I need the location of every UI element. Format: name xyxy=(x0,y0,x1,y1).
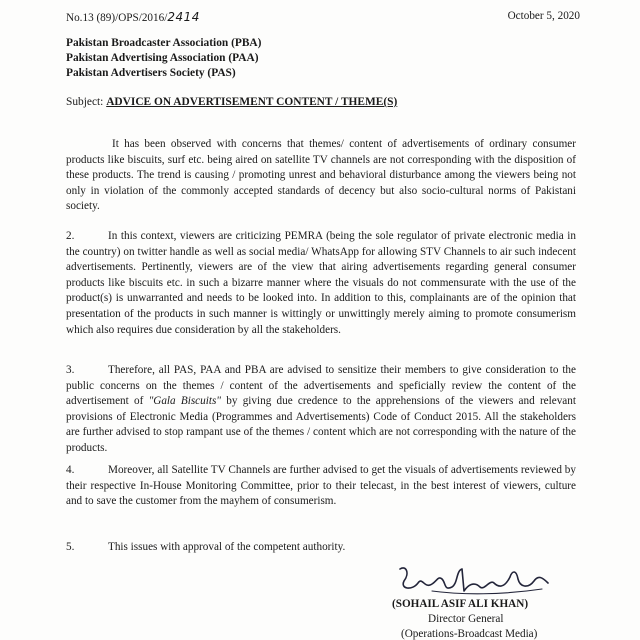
paragraph-2-number: 2. xyxy=(66,230,75,242)
reference-prefix: No.13 (89)/OPS/2016/ xyxy=(66,12,168,24)
paragraph-2-text: In this context, viewers are criticizing PEMRA (being the sole regulator of private electronic media in the country) on twitter handle as well as social media/ WhatsApp for allowing STV Channels to air such indecent advertisements. Pertinently, viewers are of the view that airing advertisements regarding general consumer products like biscuits etc. in such a bizarre manner where the visuals do not commensurate with the use of the product(s) is unwarranted and needs to be looked into. In addition to this, complainants are of the opinion that presentation of the products in such manner is wittingly or unwittingly merely aiming to promote consumerism which also requires due consideration by all the stakeholders. xyxy=(66,230,576,336)
paragraph-4 xyxy=(66,463,576,510)
addressee-block xyxy=(66,36,261,81)
paragraph-3 xyxy=(66,363,576,457)
paragraph-1-text: It has been observed with concerns that themes/ content of advertisements of ordinary consumer products like biscuits, surf etc. being aired on satellite TV channels are not corresponding with the disposition of these products. The trend is causing / promoting unrest and behavioral disturbance among the viewers being not only in violation of the commonly accepted standards of decency but also socio-cultural norms of Pakistani society. xyxy=(66,138,576,213)
paragraph-1 xyxy=(66,137,576,215)
letter-date: October 5, 2020 xyxy=(507,10,580,22)
subject-label: Subject: xyxy=(66,96,104,108)
paragraph-5 xyxy=(66,540,576,556)
handwritten-signature xyxy=(392,561,562,601)
reference-number xyxy=(66,10,200,24)
subject-title: ADVICE ON ADVERTISEMENT CONTENT / THEME(S) xyxy=(106,96,398,108)
paragraph-5-text: This issues with approval of the competent authority. xyxy=(108,541,346,553)
subject-line xyxy=(66,96,397,108)
paragraph-3-emphasis: "Gala Biscuits" xyxy=(148,395,222,408)
addressee-paa: Pakistan Advertising Association (PAA) xyxy=(66,52,259,64)
signatory-department: (Operations-Broadcast Media) xyxy=(401,628,538,640)
signatory-designation: Director General xyxy=(428,613,504,625)
signatory-name: (SOHAIL ASIF ALI KHAN) xyxy=(392,598,529,610)
addressee-pas: Pakistan Advertisers Society (PAS) xyxy=(66,67,236,79)
paragraph-4-number: 4. xyxy=(66,464,75,476)
addressee-pba: Pakistan Broadcaster Association (PBA) xyxy=(66,37,262,49)
reference-handwritten: 2414 xyxy=(167,10,200,24)
paragraph-3-text-after: by giving due credence to the apprehensions of the viewers and relevant provisions of Electronic Media (Programmes and Advertisements) Code of Conduct 2015. All the stakeholders are further advised to stop rampant use of the themes / content which are not corresponding with the nature of the products. xyxy=(66,395,576,454)
paragraph-2 xyxy=(66,229,576,338)
paragraph-4-text: Moreover, all Satellite TV Channels are further advised to get the visuals of advertisements reviewed by their respective In-House Monitoring Committee, prior to their telecast, in the best interest of viewers, culture and to save the customer from the mayhem of consumerism. xyxy=(66,464,576,508)
paragraph-3-text-before: Therefore, all PAS, PAA and PBA are advised to sensitize their members to give consideration to the public concerns on the themes / content of the advertisements and speficially review the content of the advertisement of xyxy=(66,364,576,408)
paragraph-3-number: 3. xyxy=(66,364,75,376)
paragraph-5-number: 5. xyxy=(66,541,75,553)
